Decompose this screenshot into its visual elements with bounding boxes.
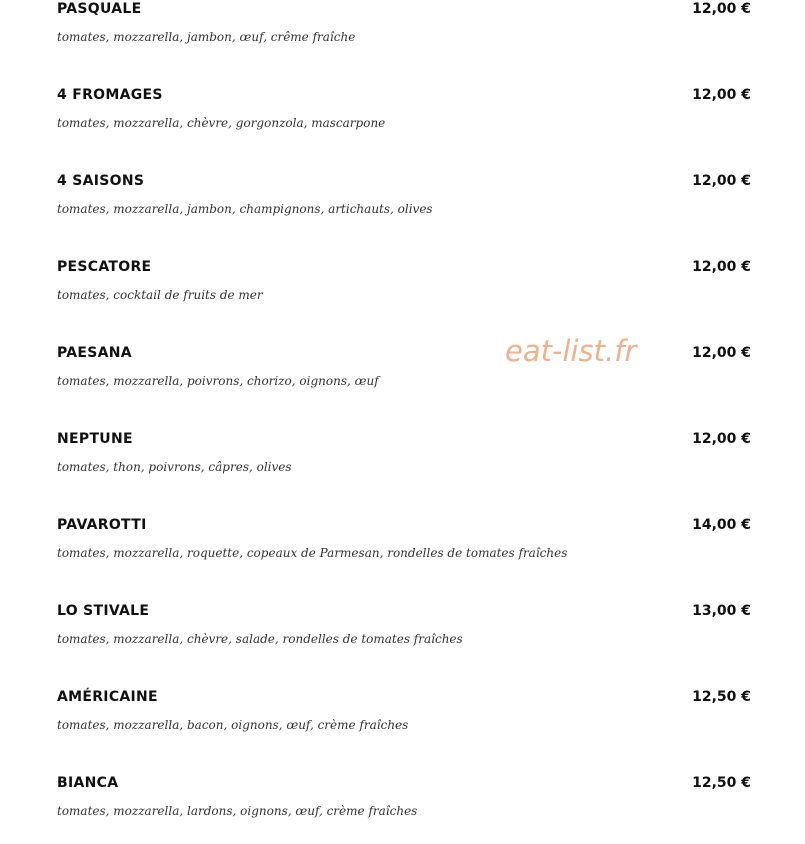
item-price: 14,00 € [692,517,751,533]
menu-item [57,774,751,834]
item-price: 12,00 € [692,345,751,361]
item-description: tomates, mozzarella, chèvre, gorgonzola, mascarpone [57,116,386,130]
item-price: 12,00 € [692,173,751,189]
item-price: 12,50 € [692,775,751,791]
menu-item [57,172,751,232]
item-name: AMÉRICAINE [57,689,158,705]
item-description: tomates, mozzarella, jambon, œuf, crême fraîche [57,30,356,44]
watermark-text: eat-list.fr [505,334,637,368]
item-price: 12,00 € [692,1,751,17]
item-description: tomates, mozzarella, bacon, oignons, œuf, crème fraîches [57,718,409,732]
menu-item [57,688,751,748]
item-price: 12,50 € [692,689,751,705]
item-name: PAVAROTTI [57,517,147,533]
item-description: tomates, mozzarella, roquette, copeaux de Parmesan, rondelles de tomates fraîches [57,546,568,560]
item-price: 12,00 € [692,87,751,103]
item-name: PASQUALE [57,1,142,17]
item-price: 13,00 € [692,603,751,619]
item-name: LO STIVALE [57,603,150,619]
item-name: NEPTUNE [57,431,133,447]
menu-item [57,86,751,146]
item-name: 4 SAISONS [57,173,145,189]
menu-item [57,602,751,662]
item-price: 12,00 € [692,259,751,275]
item-name: 4 FROMAGES [57,87,163,103]
item-description: tomates, mozzarella, jambon, champignons, artichauts, olives [57,202,433,216]
menu-item [57,258,751,318]
item-description: tomates, mozzarella, chèvre, salade, rondelles de tomates fraîches [57,632,463,646]
item-description: tomates, mozzarella, poivrons, chorizo, oignons, œuf [57,374,379,388]
item-description: tomates, cocktail de fruits de mer [57,288,263,302]
menu-item [57,516,751,576]
item-name: PESCATORE [57,259,152,275]
item-name: PAESANA [57,345,132,361]
menu-item [57,430,751,490]
item-name: BIANCA [57,775,119,791]
item-price: 12,00 € [692,431,751,447]
menu-item [57,344,751,404]
item-description: tomates, mozzarella, lardons, oignons, œuf, crème fraîches [57,804,418,818]
menu-item [57,0,751,60]
item-description: tomates, thon, poivrons, câpres, olives [57,460,292,474]
